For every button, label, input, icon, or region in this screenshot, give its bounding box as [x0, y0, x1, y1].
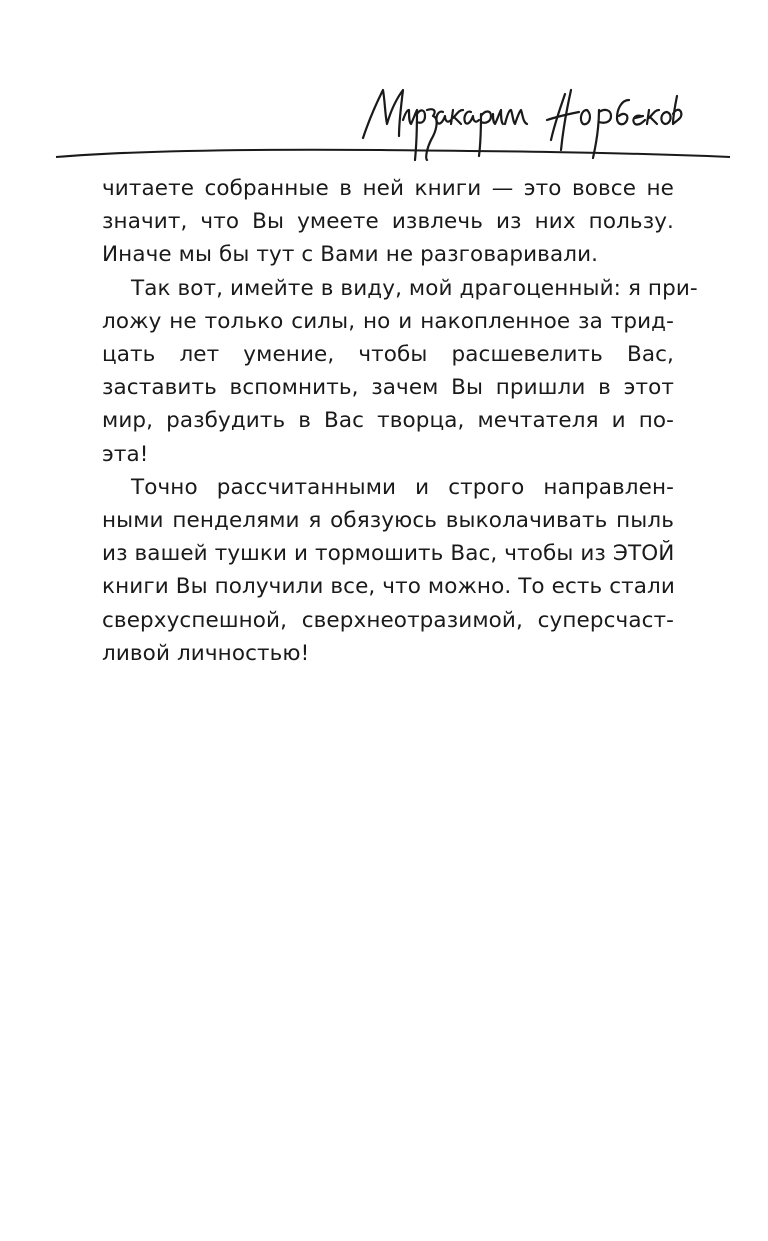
- text-line: книги Вы получили все, что можно. То есть стали: [102, 574, 675, 600]
- text-line: мир, разбудить в Вас творца, мечтателя и по-: [102, 408, 674, 434]
- header-rule: [50, 140, 740, 170]
- paragraph-3: [102, 471, 674, 670]
- text-line: Так вот, имейте в виду, мой драгоценный: я при-: [131, 275, 698, 301]
- text-line: эта!: [102, 441, 149, 467]
- text-line: ными пенделями я обязуюсь выколачивать пыль: [102, 508, 674, 534]
- text-line: цать лет умение, чтобы расшевелить Вас,: [102, 342, 674, 368]
- text-line: из вашей тушки и тормошить Вас, чтобы из ЭТОЙ: [102, 541, 675, 567]
- page-body: [102, 172, 698, 670]
- text-line: заставить вспомнить, зачем Вы пришли в этот: [102, 375, 674, 401]
- text-line: Иначе мы бы тут с Вами не разговаривали.: [102, 242, 599, 268]
- text-line: сверхуспешной, сверхнеотразимой, суперсчаст-: [102, 607, 674, 633]
- text-line: читаете собранные в ней книги — это вовсе не: [102, 176, 674, 201]
- page-header: [0, 0, 768, 170]
- paragraph-1: [102, 172, 674, 272]
- text-line: ливой личностью!: [102, 640, 310, 666]
- text-line: Точно рассчитанными и строго направлен-: [131, 474, 674, 500]
- text-line: ложу не только силы, но и накопленное за трид-: [102, 308, 674, 334]
- text-line: значит, что Вы умеете извлечь из них пользу.: [102, 209, 674, 235]
- paragraph-2: [102, 272, 698, 471]
